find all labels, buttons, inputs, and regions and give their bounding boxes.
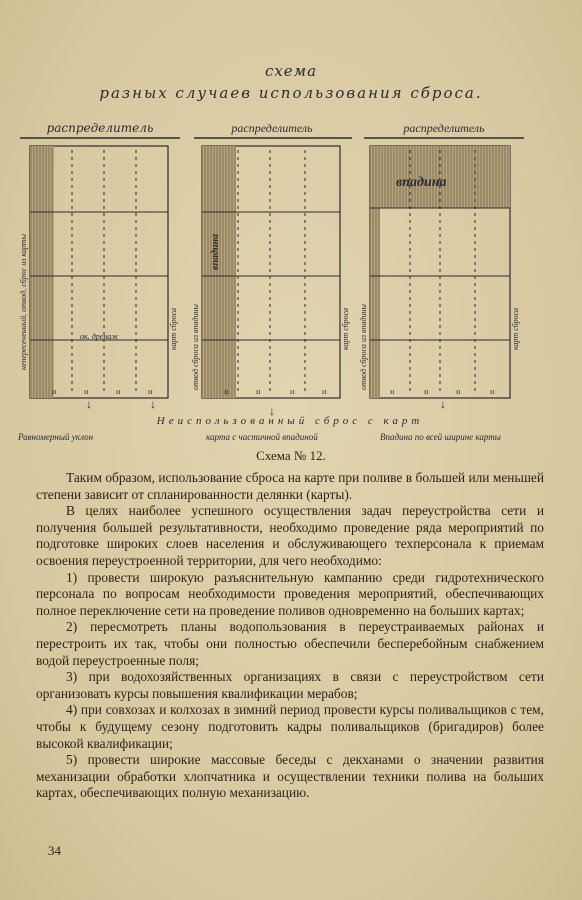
paragraph: В целях наиболее успешного осуществления задач переустройства сети и получения большей результативности, необходимо проведение ряда мероприятий по подготовке широких слоев населения и обслуживающего техперсонала к приемам освоения переустроенной территории, для чего необходимо:: [36, 503, 544, 568]
svg-text:↓: ↓: [440, 397, 446, 411]
panel-3-side-label: отвод сброса из впадины: [359, 304, 368, 390]
svg-text:ıı: ıı: [256, 387, 261, 396]
svg-text:↓: ↓: [150, 397, 156, 411]
list-item: 4) при совхозах и колхозах в зимний период провести курсы поливальщиков с тем, чтобы к будущему сезону подготовить кадры поливальщиков (бригадиров) более высокой квалификации;: [36, 702, 544, 751]
svg-text:ıı: ıı: [322, 387, 327, 396]
panel-2-area-label: впадина: [210, 233, 221, 270]
panel-1-bottom-label: Равномерный уклон: [18, 432, 94, 442]
list-item: 2) пересмотреть планы водопользования в переустраиваемых районах и перестроить их так, чтобы они полностью обеспечили бесперебойным снабжением водой переустроенные поля;: [36, 619, 544, 668]
svg-text:↓: ↓: [86, 397, 92, 411]
page-number: 34: [48, 843, 61, 858]
panel-1-right-label: карт сброса: [169, 307, 178, 350]
panel-2-depression-area: [202, 146, 236, 398]
list-item: 1) провести широкую разъяснительную кампанию среди гидротехнического персонала по вопросам необходимости проведения мероприятий, обеспечивающих полное переключение сети на проведение поливов одновременно на больших картах;: [36, 569, 544, 618]
svg-text:ıı: ıı: [390, 387, 395, 396]
panel-3-right-label: карт сброса: [511, 307, 520, 350]
panel-1-distributor-label: распределитель: [46, 121, 154, 135]
list-item: 5) провести широкие массовые беседы с декханами о значении развития механизации обработки хлопчатника и осуществлении техники полива на больших картах, обеспечивающих полную механизацию.: [36, 752, 544, 801]
panel-2-distributor-label: распределитель: [231, 121, 313, 135]
panel-2-side-label: отвод сброса из впадины: [191, 304, 200, 390]
paragraph: Таким образом, использование сброса на карте при поливе в большей или меньшей степени зависит от спланированности делянки (карты).: [36, 470, 544, 502]
svg-text:ıı: ıı: [116, 387, 121, 396]
svg-text:↓: ↓: [269, 404, 275, 418]
body-text: [36, 470, 544, 802]
panel-1: [17, 121, 180, 442]
svg-text:ıı: ıı: [148, 387, 153, 396]
svg-text:ıı: ıı: [456, 387, 461, 396]
svg-text:ıı: ıı: [224, 387, 229, 396]
list-item: 3) при водохозяйственных организациях в связи с переустройством сети организовать курсы повышения квалификации мерабов;: [36, 669, 544, 701]
svg-text:ıı: ıı: [490, 387, 495, 396]
panel-1-drain-strip: [30, 146, 54, 398]
panel-3-bottom-label: Впадина по всей ширине карты: [380, 432, 501, 442]
panel-1-side-label: непересеченный, отвод, сброс из карты: [19, 234, 28, 370]
svg-text:ıı: ıı: [290, 387, 295, 396]
svg-text:ıı: ıı: [424, 387, 429, 396]
panel-2-bottom-label: карта с частичной впадиной: [206, 432, 318, 442]
panel-2: [191, 121, 352, 442]
schema-title: схема: [264, 62, 318, 80]
unused-discharge-label: Неиспользованный сброс с карт: [156, 415, 424, 427]
svg-text:ıı: ıı: [52, 387, 57, 396]
panel-3: [359, 121, 524, 442]
schema-subtitle: разных случаев использования сброса.: [99, 84, 483, 102]
figure-caption: Схема № 12.: [256, 448, 326, 463]
svg-text:ıı: ıı: [84, 387, 89, 396]
panel-3-distributor-label: распределитель: [403, 121, 485, 135]
panel-1-inner-label: ок. дренаж: [80, 332, 119, 341]
panel-2-right-label: карт сброса: [341, 307, 350, 350]
panel-3-area-label: впадина: [396, 175, 447, 190]
irrigation-schema-diagram: [0, 110, 582, 445]
